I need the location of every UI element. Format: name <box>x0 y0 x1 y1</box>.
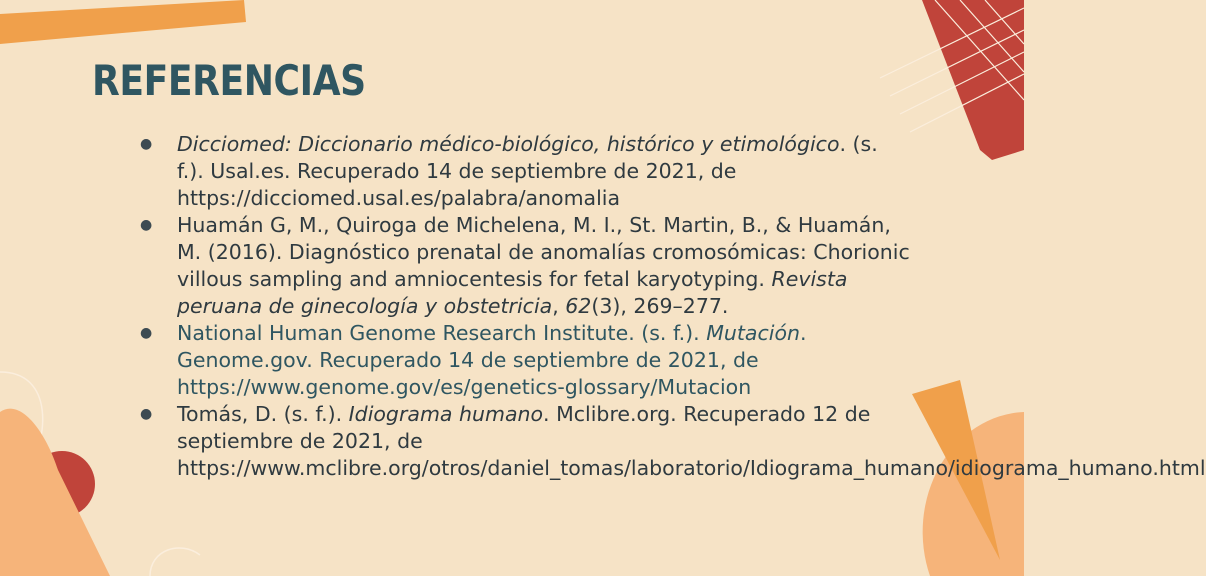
reference-authors: Huamán G, M., Quiroga de Michelena, M. I., St. Martin, B., & Huamán, M. (2016). Diagnóstico prenatal de anomalías cromosómicas: Chorionic villous sampling and amniocentesis for fetal karyotyping. <box>177 213 910 291</box>
reference-item <box>140 131 910 212</box>
reference-item <box>140 320 910 401</box>
bullet-dot: ● <box>140 217 153 233</box>
reference-details: . Mclibre.org. Recuperado 12 de septiembre de 2021, de https://www.mclibre.org/otros/daniel_tomas/laboratorio/Idiograma_humano/idiograma_humano.html <box>177 402 1206 480</box>
small-curve-bottom <box>150 548 200 576</box>
bullet-dot: ● <box>140 406 153 422</box>
reference-title: Mutación <box>706 321 801 345</box>
orange-stripe-top-left <box>0 0 246 44</box>
reference-title: Idiograma humano <box>348 402 544 426</box>
reference-title: Dicciomed: Diccionario médico-biológico, histórico y etimológico <box>177 132 840 156</box>
reference-separator: , <box>552 294 566 318</box>
red-stripe-top-right <box>922 0 1024 160</box>
reference-details: . Genome.gov. Recuperado 14 de septiembre de 2021, de https://www.genome.gov/es/genetics-glossary/Mutacion <box>177 321 807 399</box>
reference-authors: National Human Genome Research Institute. (s. f.). <box>177 321 707 345</box>
reference-journal: Revista peruana de ginecología y obstetricia <box>177 267 848 318</box>
reference-pages: (3), 269–277. <box>591 294 729 318</box>
page-title: REFERENCIAS <box>92 56 366 105</box>
reference-volume: 62 <box>565 294 592 318</box>
bullet-dot: ● <box>140 325 153 341</box>
bullet-dot: ● <box>140 136 153 152</box>
reference-item <box>140 401 1206 482</box>
reference-authors: Tomás, D. (s. f.). <box>177 402 349 426</box>
reference-list <box>140 131 1206 482</box>
reference-details: . (s. f.). Usal.es. Recuperado 14 de septiembre de 2021, de https://dicciomed.usal.es/palabra/anomalia <box>177 132 878 210</box>
reference-item <box>140 212 910 320</box>
